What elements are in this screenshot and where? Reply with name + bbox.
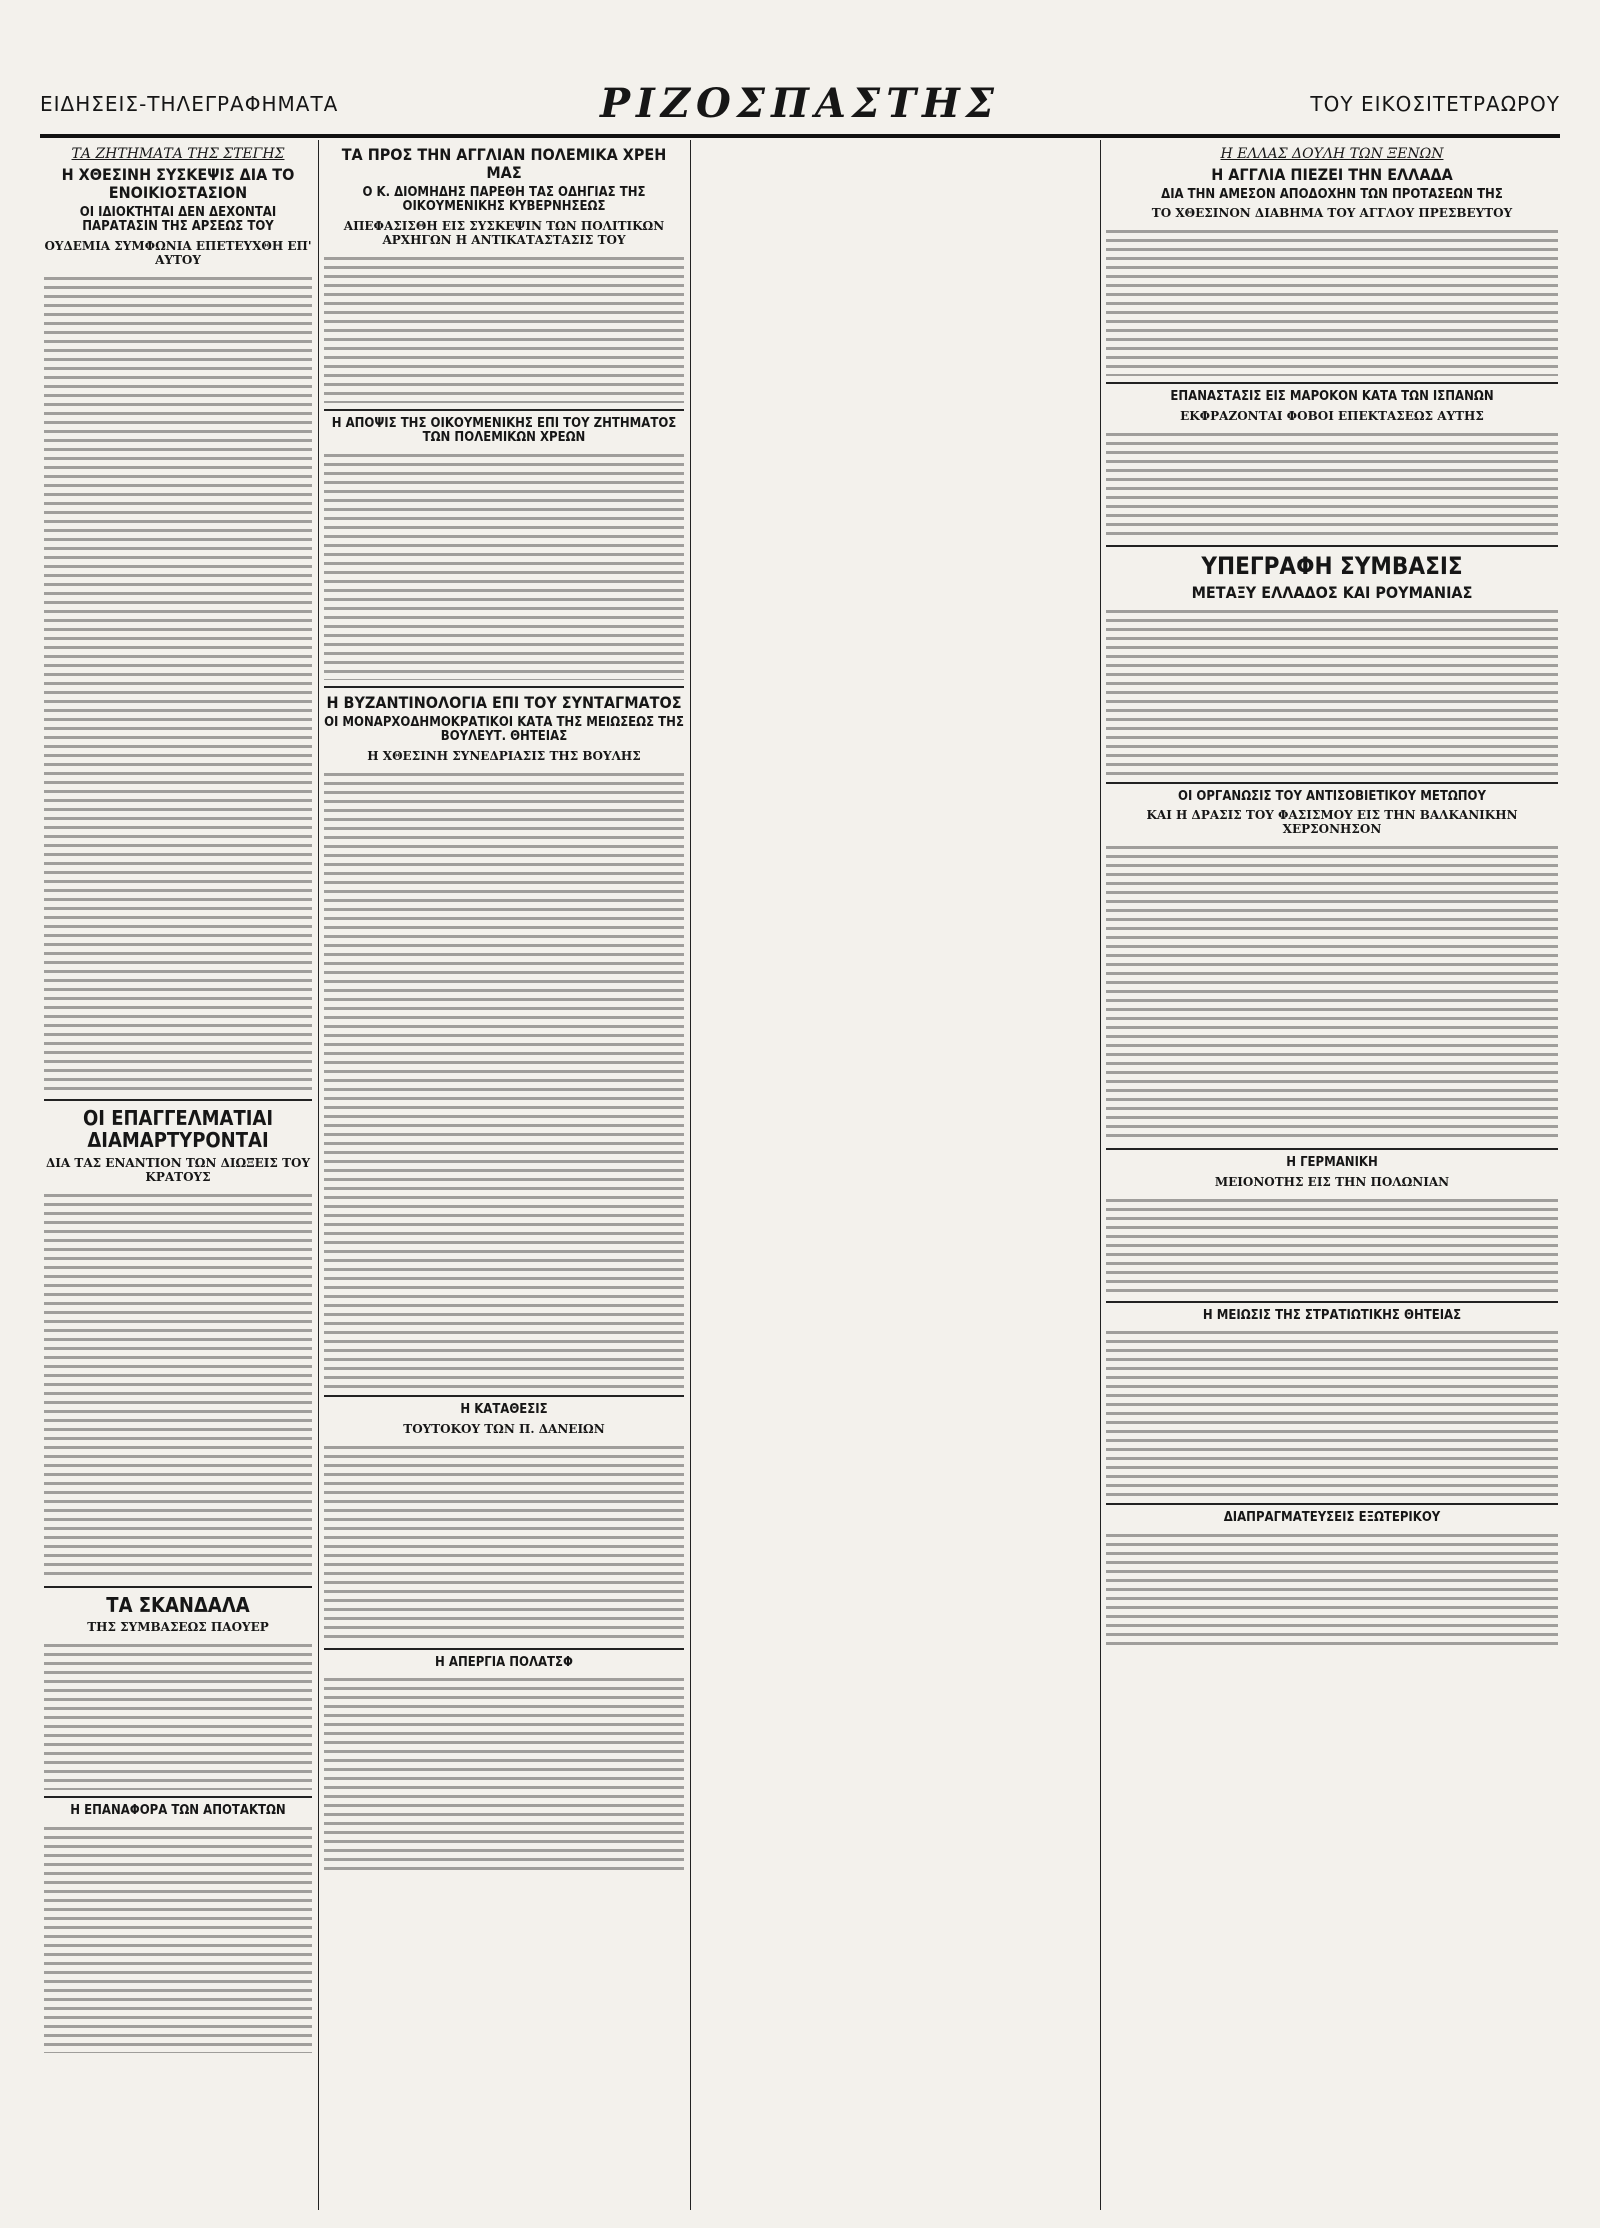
newspaper-title: ΡΙΖΟΣΠΑΣΤΗΣ <box>599 80 1001 127</box>
professionals-subhead: ΔΙΑ ΤΑΣ ΕΝΑΝΤΙΟΝ ΤΩΝ ΔΙΩΞΕΙΣ ΤΟΥ ΚΡΑΤΟΥΣ <box>45 1155 311 1184</box>
morocco-headline: ΕΠΑΝΑΣΤΑΣΙΣ ΕΙΣ ΜΑΡΟΚΟΝ ΚΑΤΑ ΤΩΝ ΙΣΠΑΝΩΝ <box>1170 389 1494 405</box>
war-debts-article-text <box>324 253 684 403</box>
housing-article-text <box>44 273 312 1093</box>
morocco-subhead: ΕΚΦΡΑΖΟΝΤΑΙ ΦΟΒΟΙ ΕΠΕΚΤΑΣΕΩΣ ΑΥΤΗΣ <box>1180 409 1484 423</box>
professionals-headline: ΟΙ ΕΠΑΓΓΕΛΜΑΤΙΑΙ ΔΙΑΜΑΡΤΥΡΟΝΤΑΙ <box>82 1105 274 1153</box>
scandal-subhead: ΤΗΣ ΣΥΜΒΑΣΕΩΣ ΠΑΟΥΕΡ <box>87 1620 269 1635</box>
treaty-subhead: ΜΕΤΑΞΥ ΕΛΛΑΔΟΣ ΚΑΙ ΡΟΥΜΑΝΙΑΣ <box>1191 582 1473 602</box>
deposit-article-text <box>324 1442 684 1642</box>
masthead <box>40 80 1560 128</box>
byzantinology-article-text <box>324 769 684 1389</box>
section-rule <box>1106 1503 1558 1505</box>
antisoviet-subhead: ΚΑΙ Η ΔΡΑΣΙΣ ΤΟΥ ΦΑΣΙΣΜΟΥ ΕΙΣ ΤΗΝ ΒΑΛΚΑΝΙΚΗΝ ΧΕΡΣΟΝΗΣΟΝ <box>1146 808 1518 837</box>
coalition-view-text <box>324 450 684 680</box>
discharged-headline: Η ΕΠΑΝΑΦΟΡΑ ΤΩΝ ΑΠΟΤΑΚΤΩΝ <box>70 1803 286 1819</box>
section-rule <box>1106 1301 1558 1303</box>
section-rule <box>1106 545 1558 547</box>
column-2 <box>324 146 684 2210</box>
masthead-right-label: ΤΟΥ ΕΙΚΟΣΙΤΕΤΡΑΩΡΟΥ <box>1310 92 1560 116</box>
treaty-article-text <box>1106 606 1558 776</box>
column-1 <box>44 146 312 2210</box>
deposit-subhead: ΤΟΥΤΟΚΟΥ ΤΩΝ Π. ΔΑΝΕΙΩΝ <box>403 1421 605 1436</box>
reduction-article-text <box>1106 1327 1558 1497</box>
antisoviet-article-text <box>1106 842 1558 1142</box>
masthead-left-label: ΕΙΔΗΣΕΙΣ-ΤΗΛΕΓΡΑΦΗΜΑΤΑ <box>40 92 339 116</box>
deposit-headline: Η ΚΑΤΑΘΕΣΙΣ <box>460 1402 548 1417</box>
section-rule <box>44 1586 312 1588</box>
greece-kicker: Η ΕΛΛΑΣ ΔΟΥΛΗ ΤΩΝ ΞΕΝΩΝ <box>1220 146 1444 162</box>
column-divider <box>1100 140 1101 2210</box>
coalition-view-headline: Η ΑΠΟΨΙΣ ΤΗΣ ΟΙΚΟΥΜΕΝΙΚΗΣ ΕΠΙ ΤΟΥ ΖΗΤΗΜΑΤΟΣ ΤΩΝ ΠΟΛΕΜΙΚΩΝ ΧΡΕΩΝ <box>331 415 677 446</box>
german-minority-text <box>1106 1195 1558 1295</box>
byzantinology-headline: Η ΒΥΖΑΝΤΙΝΟΛΟΓΙΑ ΕΠΙ ΤΟΥ ΣΥΝΤΑΓΜΑΤΟΣ <box>326 693 682 712</box>
housing-kicker: ΤΑ ΖΗΤΗΜΑΤΑ ΤΗΣ ΣΤΕΓΗΣ <box>71 146 285 162</box>
section-rule <box>44 1099 312 1101</box>
war-debts-subhead: ΑΠΕΦΑΣΙΣΘΗ ΕΙΣ ΣΥΣΚΕΨΙΝ ΤΩΝ ΠΟΛΙΤΙΚΩΝ ΑΡΧΗΓΩΝ Η ΑΝΤΙΚΑΤΑΣΤΑΣΙΣ ΤΟΥ <box>343 218 665 247</box>
war-debts-headline: ΤΑ ΠΡΟΣ ΤΗΝ ΑΓΓΛΙΑΝ ΠΟΛΕΜΙΚΑ ΧΡΕΗ ΜΑΣ <box>341 146 667 182</box>
housing-headline: Η ΧΘΕΣΙΝΗ ΣΥΣΚΕΨΙΣ ΔΙΑ ΤΟ ΕΝΟΙΚΙΟΣΤΑΣΙΟΝ <box>61 165 295 202</box>
scandal-article-text <box>44 1640 312 1790</box>
section-rule <box>324 1395 684 1397</box>
section-rule <box>1106 782 1558 784</box>
export-headline: ΔΙΑΠΡΑΓΜΑΤΕΥΣΕΙΣ ΕΞΩΤΕΡΙΚΟΥ <box>1223 1510 1441 1526</box>
antisoviet-headline: ΟΙ ΟΡΓΑΝΩΣΙΣ ΤΟΥ ΑΝΤΙΣΟΒΙΕΤΙΚΟΥ ΜΕΤΩΠΟΥ <box>1178 788 1486 804</box>
german-minority-subhead: ΜΕΙΟΝΟΤΗΣ ΕΙΣ ΤΗΝ ΠΟΛΩΝΙΑΝ <box>1214 1174 1450 1189</box>
parliament-subhead: Η ΧΘΕΣΙΝΗ ΣΥΝΕΔΡΙΑΣΙΣ ΤΗΣ ΒΟΥΛΗΣ <box>367 749 641 763</box>
column-3 <box>1106 146 1558 2210</box>
section-rule <box>1106 382 1558 384</box>
german-minority-headline: Η ΓΕΡΜΑΝΙΚΗ <box>1286 1155 1378 1171</box>
strike-article-text <box>324 1674 684 1874</box>
strike-headline: Η ΑΠΕΡΓΙΑ ΠΟΛΑΤΣΦ <box>435 1654 573 1670</box>
england-subhead: ΤΟ ΧΘΕΣΙΝΟΝ ΔΙΑΒΗΜΑ ΤΟΥ ΑΓΓΛΟΥ ΠΡΕΣΒΕΥΤΟΥ <box>1151 206 1513 221</box>
section-rule <box>1106 1148 1558 1150</box>
england-headline-2: ΔΙΑ ΤΗΝ ΑΜΕΣΟΝ ΑΠΟΔΟΧΗΝ ΤΩΝ ΠΡΟΤΑΣΕΩΝ ΤΗΣ <box>1161 186 1503 202</box>
reduction-headline: Η ΜΕΙΩΣΙΣ ΤΗΣ ΣΤΡΑΤΙΩΤΙΚΗΣ ΘΗΤΕΙΑΣ <box>1202 1307 1462 1323</box>
column-divider <box>690 140 691 2210</box>
treaty-headline: ΥΠΕΓΡΑΦΗ ΣΥΜΒΑΣΙΣ <box>1201 552 1463 580</box>
morocco-article-text <box>1106 429 1558 539</box>
column-divider <box>318 140 319 2210</box>
scandal-headline: ΤΑ ΣΚΑΝΔΑΛΑ <box>106 1592 250 1617</box>
byzantinology-subhead: ΟΙ ΜΟΝΑΡΧΟΔΗΜΟΚΡΑΤΙΚΟΙ ΚΑΤΑ ΤΗΣ ΜΕΙΩΣΕΩΣ ΤΗΣ ΒΟΥΛΕΥΤ. ΘΗΤΕΙΑΣ <box>324 714 684 745</box>
section-rule <box>324 686 684 688</box>
housing-subhead: ΟΥΔΕΜΙΑ ΣΥΜΦΩΝΙΑ ΕΠΕΤΕΥΧΘΗ ΕΠ' ΑΥΤΟΥ <box>44 238 312 267</box>
england-headline: Η ΑΓΓΛΙΑ ΠΙΕΖΕΙ ΤΗΝ ΕΛΛΑΔΑ <box>1211 165 1453 184</box>
section-rule <box>324 409 684 411</box>
section-rule <box>324 1648 684 1650</box>
professionals-article-text <box>44 1190 312 1580</box>
housing-headline-2: ΟΙ ΙΔΙΟΚΤΗΤΑΙ ΔΕΝ ΔΕΧΟΝΤΑΙ ΠΑΡΑΤΑΣΙΝ ΤΗΣ ΑΡΣΕΩΣ ΤΟΥ <box>79 204 277 235</box>
war-debts-headline-2: Ο Κ. ΔΙΟΜΗΔΗΣ ΠΑΡΕΘΗ ΤΑΣ ΟΔΗΓΙΑΣ ΤΗΣ ΟΙΚΟΥΜΕΝΙΚΗΣ ΚΥΒΕΡΝΗΣΕΩΣ <box>362 184 646 215</box>
discharged-article-text <box>44 1823 312 2053</box>
england-article-text <box>1106 226 1558 376</box>
export-article-text <box>1106 1530 1558 1650</box>
section-rule <box>44 1796 312 1798</box>
masthead-rule <box>40 134 1560 138</box>
